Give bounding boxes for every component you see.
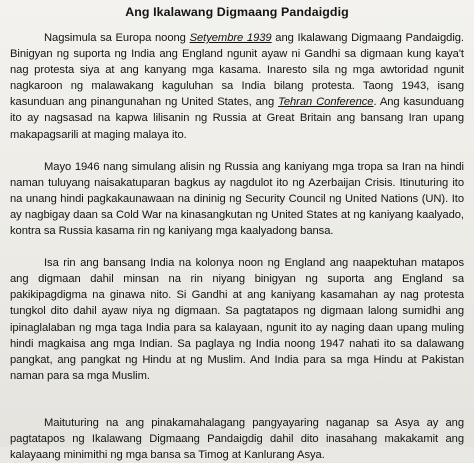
paragraph-2: Mayo 1946 nang simulang alisin ng Russia ang kaniyang mga tropa sa Iran na hindi naman tuluyang naisakatuparan bagkus ay nagdulot ito ng Azerbaijan Crisis. Itinuturing ito na unang hindi pagkakaunawaan na dininig ng Security Council ng United Nations (UN). Ito ay nagbigay daan sa Cold War na kinasangkutan ng United States at ng kaniyang kaalyado, kontra sa Russia kasama rin ng kaniyang mga kaalyadong bansa. (10, 160, 464, 238)
document-title: Ang Ikalawang Digmaang Pandaigdig (125, 5, 349, 19)
paragraph-1 (10, 30, 464, 143)
paragraph-4: Maituturing na ang pinakamahalagang pangyayaring naganap sa Asya ay ang pagtatapos ng Ikalawang Digmaang Pandaigdig dahil dito inasahang makakamit ang kalayaang minimithi ng mga bansa sa Timog at Kanlurang Asya. (10, 416, 464, 462)
paragraph-3: Isa rin ang bansang India na kolonya noon ng England ang naapektuhan matapos ang digmaan dahil minsan na rin niyang binigyan ng suporta ang England sa pakikipagdigma na ginawa nito. Si Gandhi at ang kaniyang kasamahan ay nag protesta tungkol dito dahil ayaw niya ng digmaan. Sa pagtatapos ng digmaan lalong sumidhi ang ipinaglalaban ng mga taga India para sa kalayaan, ngunit ito ay naging daan upang muling hindi magkaisa ang mga Indian. Sa paglaya ng India noong 1947 nahati ito sa dalawang pangkat, ang pangkat ng Hindu at ng Muslim. And India para sa mga Hindu at Pakistan naman para sa mga Muslim. (10, 257, 464, 382)
tehran-conference: Tehran Conference (278, 96, 374, 109)
date-setyembre-1939: Setyembre 1939 (189, 32, 272, 44)
paragraph-1-text-a: Nagsimula sa Europa noong (44, 32, 190, 44)
paragraph-1-text-b: ang Ikalawang Digmaang Pandaigdig. Binigyan ng suporta ng India ang England ngunit ayaw ni Gandhi sa digmaan kung kaya't nag protesta siya at ang kanyang mga kasama. Inaresto sila ng mga awtoridad ngunit nagkaroon ng malawakang kaguluhan sa India bilang protesta. Taong 1943, isang kasunduan ang pinangunahan ng United States, ang (10, 32, 464, 109)
paragraph-1-text-c: . Ang kasunduang ito ay nagsasad na kapwa lilisanin ng Russia at Great Britain ang bansang Iran upang makapagsarili at maging malaya ito. (10, 96, 464, 141)
